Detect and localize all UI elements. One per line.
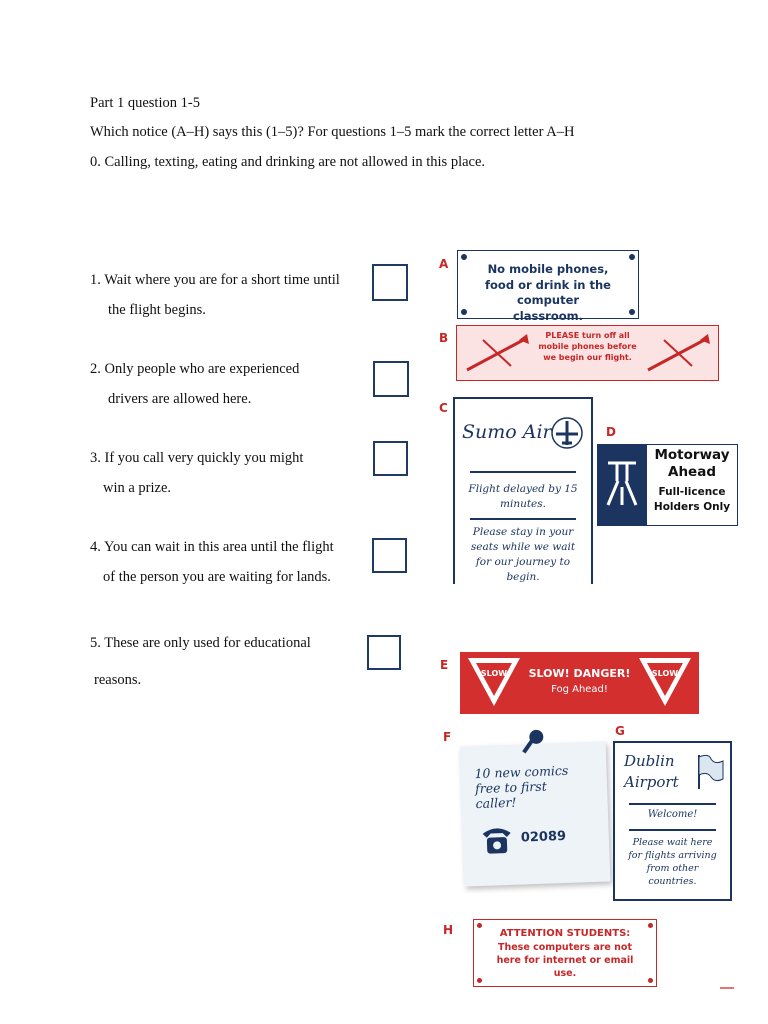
notice-e	[460, 652, 699, 714]
decorative-mark	[720, 987, 734, 989]
notice-b	[456, 325, 719, 381]
notice-h-body: These computers are not here for internet or email use.	[496, 942, 634, 979]
notice-d-title2: Ahead	[668, 464, 716, 480]
notice-c-letter: C	[439, 401, 448, 415]
instruction-text: Which notice (A–H) says this (1–5)? For questions 1–5 mark the correct letter A–H	[90, 124, 575, 140]
divider	[629, 803, 716, 805]
question-5-line2: reasons.	[94, 672, 142, 688]
notice-d	[597, 444, 738, 526]
notice-c	[453, 397, 593, 584]
notice-f-phone: 02089	[520, 828, 567, 846]
notice-e-sign-right: SLOW	[651, 669, 679, 678]
notice-g-letter: G	[615, 724, 625, 738]
question-1-line1: 1. Wait where you are for a short time until	[90, 272, 340, 288]
notice-h-letter: H	[443, 923, 454, 937]
notice-h	[473, 919, 657, 987]
question-3-line2: win a prize.	[103, 480, 172, 496]
part-title: Part 1 question 1-5	[90, 95, 200, 111]
airplane-icon	[550, 416, 584, 450]
notice-d-sub1: Full-licence	[658, 486, 726, 498]
question-2-line2: drivers are allowed here.	[108, 391, 252, 407]
divider	[470, 471, 576, 473]
notice-g-title1: Dublin	[624, 752, 675, 770]
question-4-line2: of the person you are waiting for lands.	[103, 569, 331, 585]
notice-g-welcome: Welcome!	[647, 809, 698, 820]
notice-f-text2: free to first	[474, 778, 547, 797]
notice-f-letter: F	[443, 730, 452, 744]
example-question: 0. Calling, texting, eating and drinking are not allowed in this place.	[90, 154, 486, 170]
notice-b-letter: B	[439, 331, 449, 345]
notice-g-body: Please wait here for flights arriving from other countries.	[628, 837, 717, 887]
warning-triangle-icon	[637, 656, 693, 708]
question-1-line2: the flight begins.	[108, 302, 206, 318]
notice-c-title: Sumo Air	[462, 421, 552, 443]
answer-box-3[interactable]	[373, 441, 408, 476]
telephone-icon	[480, 823, 513, 856]
notice-d-letter: D	[606, 425, 616, 439]
notice-c-line2: Please stay in your seats while we wait for our journey to begin.	[470, 526, 576, 583]
notice-e-sign-left: SLOW	[480, 669, 508, 678]
question-5-line1: 5. These are only used for educational	[90, 635, 311, 651]
answer-box-5[interactable]	[367, 635, 401, 670]
answer-box-1[interactable]	[372, 264, 408, 301]
notice-g	[613, 741, 732, 901]
notice-a-text: No mobile phones, food or drink in the computer classroom.	[485, 262, 611, 323]
notice-f-text1: 10 new comics	[474, 762, 569, 782]
notice-f-text3: caller!	[475, 794, 517, 812]
notice-d-title1: Motorway	[654, 447, 730, 463]
warning-triangle-icon	[466, 656, 522, 708]
question-2-line1: 2. Only people who are experienced	[90, 361, 300, 377]
glider-icon	[642, 330, 714, 376]
notice-b-text: PLEASE turn off all mobile phones before we begin our flight.	[538, 331, 637, 362]
notice-e-letter: E	[440, 658, 449, 672]
divider	[629, 829, 716, 831]
motorway-icon	[604, 459, 640, 507]
glider-icon	[461, 330, 533, 376]
divider	[470, 518, 576, 520]
answer-box-4[interactable]	[372, 538, 407, 573]
motorway-sign	[598, 445, 647, 525]
flag-icon	[695, 753, 725, 791]
notice-g-title2: Airport	[624, 773, 679, 791]
pin-icon	[518, 728, 547, 757]
answer-box-2[interactable]	[373, 361, 409, 397]
notice-a	[457, 250, 639, 323]
notice-f	[460, 741, 611, 886]
notice-a-letter: A	[439, 257, 449, 271]
question-4-line1: 4. You can wait in this area until the flight	[90, 539, 334, 555]
notice-e-sub: Fog Ahead!	[551, 684, 608, 695]
notice-d-sub2: Holders Only	[653, 501, 731, 513]
question-3-line1: 3. If you call very quickly you might	[90, 450, 304, 466]
notice-h-headline: ATTENTION STUDENTS:	[499, 928, 631, 939]
notice-e-headline: SLOW! DANGER!	[528, 667, 631, 680]
notice-c-line1: Flight delayed by 15 minutes.	[468, 483, 578, 510]
